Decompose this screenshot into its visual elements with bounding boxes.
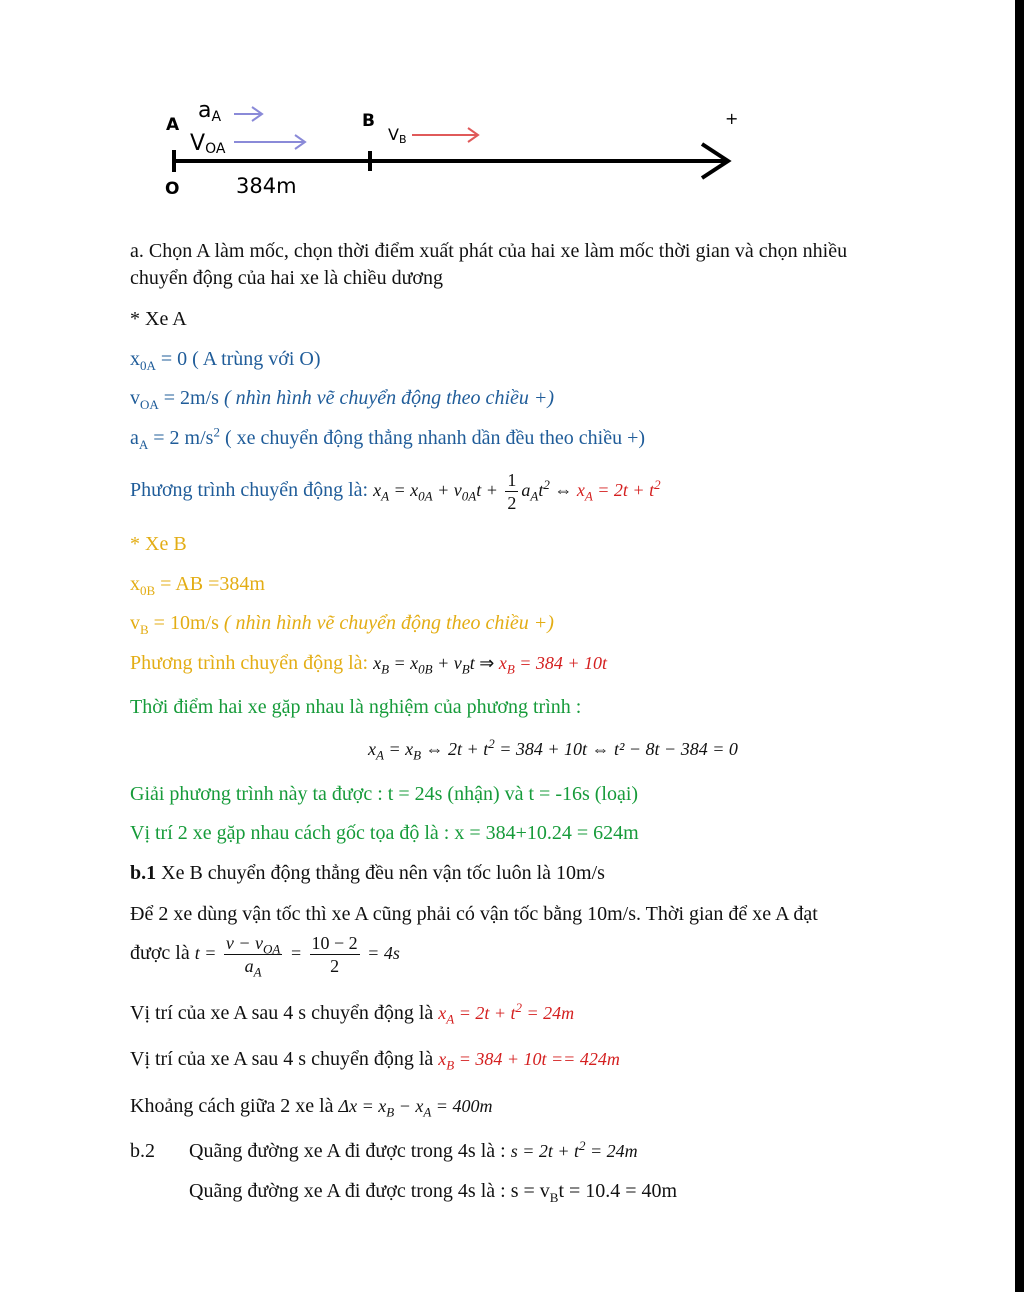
xe-a-eq-label: Phương trình chuyển động là: <box>130 479 374 501</box>
b1-line-3: được là t = $\frac{v - v_{OA}}{a_A}$ = $\frac{10 - 2}{2}$ = 4s <box>130 933 400 980</box>
meet-text: Thời điểm hai xe gặp nhau là nghiệm của phương trình : <box>130 696 582 718</box>
xe-b-equation-result: $x_B = 384 + 10t$ <box>498 653 608 677</box>
page-edge <box>1015 0 1024 1292</box>
xe-b-equation: $x_B = x_{0B} + v_Bt$ ⇒ <box>373 653 495 677</box>
label-B: B <box>362 111 375 131</box>
label-O: O <box>165 179 180 199</box>
xe-b-heading: * Xe B <box>130 533 187 555</box>
b2-label: b.2 <box>130 1140 155 1162</box>
xe-a-equation-line <box>130 466 661 514</box>
label-vb: VB <box>388 125 407 146</box>
x0a-line: $x_{0A} = 0$ ( A trùng với O) <box>130 348 321 373</box>
b2-line-1: Quãng đường xe A đi được trong 4s là : $s = 2t + t^2 = 24m$ <box>189 1138 638 1162</box>
meet-equation: $x_A = x_B$ ⇔ $2t + t^2 = 384 + 10t$ ⇔ t² − 8t − 384 = 0 <box>368 736 738 763</box>
motion-diagram <box>150 90 750 210</box>
label-distance: 384m <box>236 174 297 198</box>
label-v0a: VOA <box>190 131 226 157</box>
label-acc-a: aA <box>198 98 222 125</box>
b1-time-equation: t = $\frac{v - v_{OA}}{a_A}$ = $\frac{10 - 2}{2}$ = 4s <box>194 933 400 980</box>
vb-line: $v_B = 10m/s$ ( nhìn hình vẽ chuyển động theo chiều +) <box>130 612 554 637</box>
label-A: A <box>166 115 180 135</box>
b1-line-1: b.1 Xe B chuyển động thẳng đều nên vận tốc luôn là 10m/s <box>130 862 605 884</box>
label-plus: + <box>725 109 739 128</box>
solve-text: Giải phương trình này ta được : t = 24s (nhận) và t = -16s (loại) <box>130 783 639 805</box>
v0a-line: $v_{OA} = 2m/s$ ( nhìn hình vẽ chuyển động theo chiều +) <box>130 387 555 412</box>
xe-a-equation-result: $x_A = 2t + t^2$ <box>576 477 661 504</box>
xe-b-eq-label: Phương trình chuyển động là: <box>130 652 374 674</box>
aa-line: $a_A = 2$ $m/s^2$ ( xe chuyển động thẳng nhanh dần đều theo chiều +) <box>130 424 646 452</box>
xe-b-equation-line <box>130 650 607 676</box>
b1-pos-a-line: Vị trí của xe A sau 4 s chuyển động là $x_A = 2t + t^2 = 24m$ <box>130 1000 575 1027</box>
b1-pos-b-line: Vị trí của xe A sau 4 s chuyển động là $x_B = 384 + 10t == 424m$ <box>130 1048 620 1073</box>
xe-a-heading: * Xe A <box>130 308 187 330</box>
b1-distance-line: Khoảng cách giữa 2 xe là $\Delta x = x_B - x_A = 400m$ <box>130 1095 493 1120</box>
b2-line-2: Quãng đường xe A đi được trong 4s là : $s = v_Bt = 10.4 = 40m$ <box>189 1180 678 1205</box>
b1-line-2: Để 2 xe dùng vận tốc thì xe A cũng phải có vận tốc bằng 10m/s. Thời gian để xe A đạt <box>130 903 818 925</box>
intro-line-2: chuyển động của hai xe là chiều dương <box>130 267 443 289</box>
intro-line-1: a. Chọn A làm mốc, chọn thời điểm xuất phát của hai xe làm mốc thời gian và chọn nhiều <box>130 240 848 262</box>
xe-a-equation: $x_A = x_{0A} + v_{0A}t$ + $\frac{1}{2}$ $a_At^2$ ⇔ <box>373 470 573 514</box>
position-text: Vị trí 2 xe gặp nhau cách gốc tọa độ là : x = 384+10.24 = 624m <box>130 822 639 844</box>
x0b-line: $x_{0B}$ = AB =384m <box>130 573 265 598</box>
